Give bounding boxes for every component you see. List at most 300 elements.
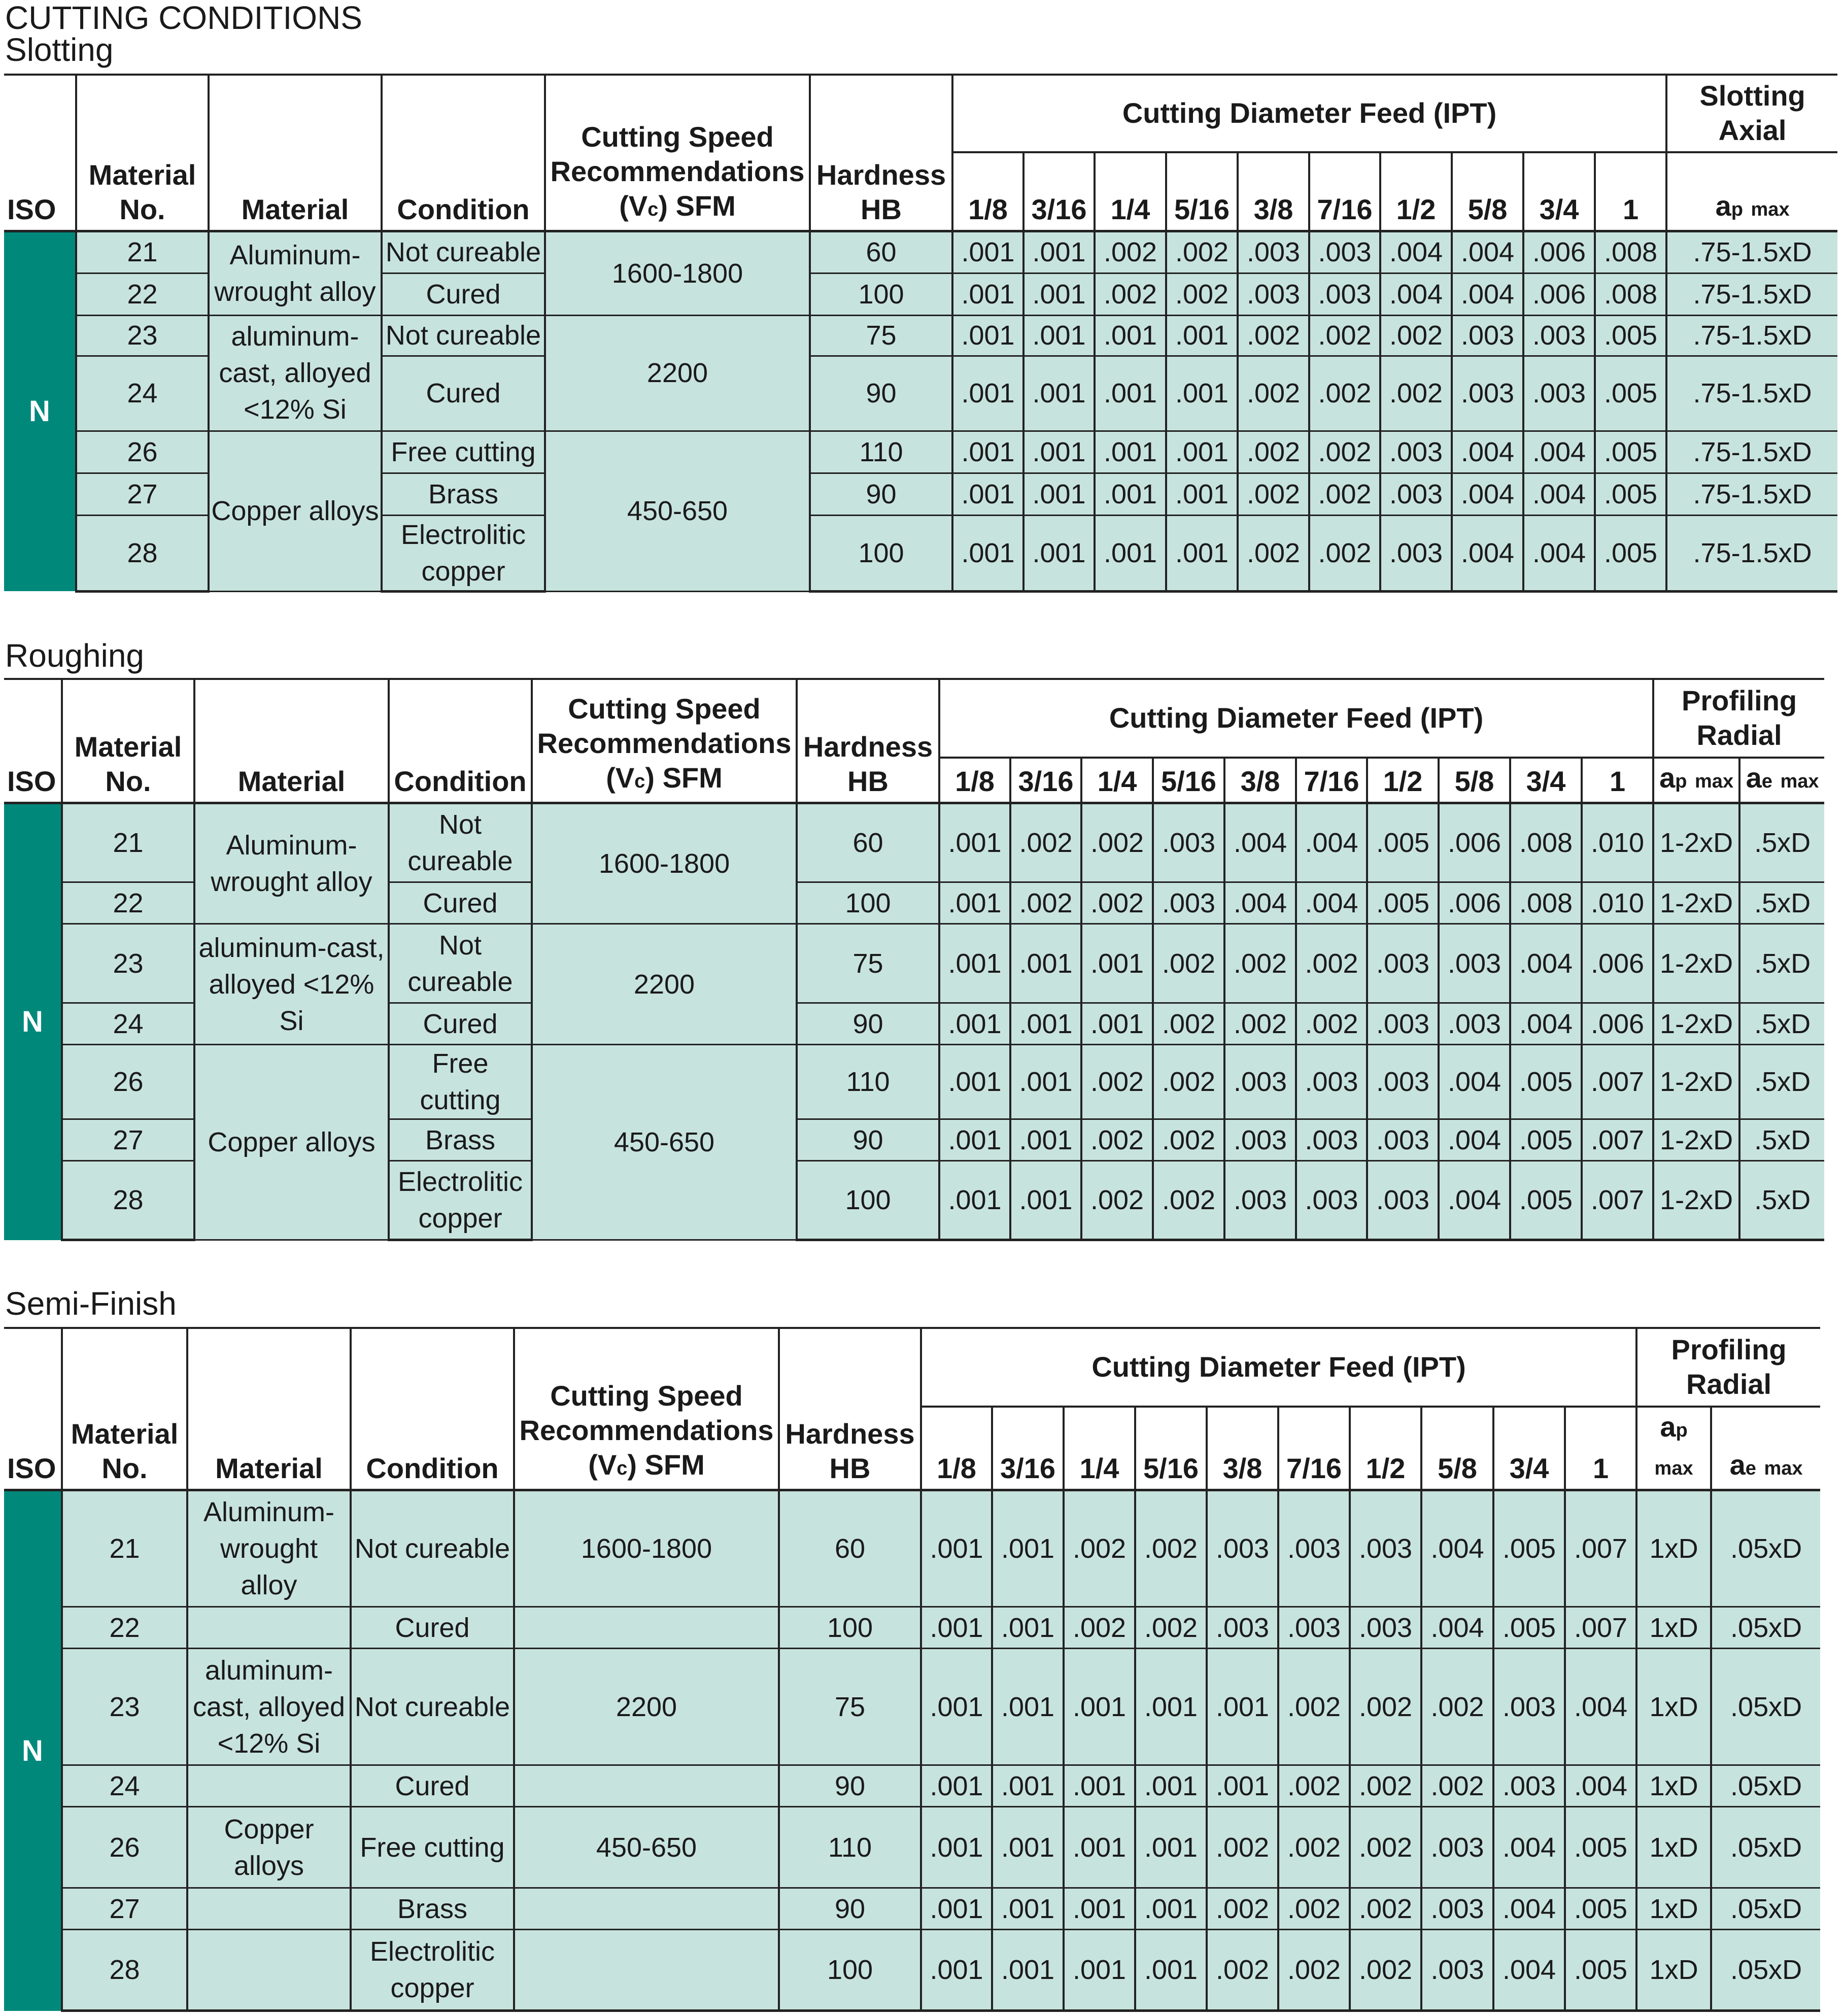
material-cell: aluminum-cast, alloyed <12% Si xyxy=(194,924,389,1045)
feed-cell: .005 xyxy=(1565,1930,1636,2011)
ap-max-cell: 1-2xD xyxy=(1653,1119,1739,1161)
hardness-cell: 90 xyxy=(810,356,952,431)
feed-cell: .001 xyxy=(1166,315,1238,356)
feed-cell: .003 xyxy=(1309,273,1380,315)
feed-cell: .002 xyxy=(1350,1649,1421,1765)
ap-max-cell: 1xD xyxy=(1636,1930,1711,2011)
condition-cell: Electrolitic copper xyxy=(389,1161,532,1240)
feed-cell: .002 xyxy=(1421,1765,1493,1807)
header-ae-max-max: max xyxy=(1764,1458,1803,1479)
feed-cell: .003 xyxy=(1224,1161,1296,1240)
header-diameter-3: 1/4 xyxy=(1064,1407,1135,1490)
header-diameter-6: 7/16 xyxy=(1309,152,1380,231)
feed-cell: .001 xyxy=(992,1490,1064,1607)
condition-cell: Not cureable xyxy=(389,803,532,882)
header-ap-max: ap max xyxy=(1636,1407,1711,1490)
ae-max-cell: .5xD xyxy=(1739,1161,1824,1240)
ae-max-cell: .05xD xyxy=(1711,1490,1820,1607)
feed-cell: .002 xyxy=(1081,1119,1153,1161)
feed-cell: .002 xyxy=(1296,1003,1367,1045)
table-row xyxy=(4,431,1837,473)
feed-cell: .005 xyxy=(1493,1607,1565,1649)
header-ap-max: ap max xyxy=(1666,152,1837,231)
feed-cell: .002 xyxy=(1309,315,1380,356)
feed-cell: .002 xyxy=(1135,1490,1207,1607)
table-row xyxy=(4,1930,1820,2011)
hardness-cell: 100 xyxy=(797,882,939,924)
feed-cell: .001 xyxy=(1023,231,1095,273)
material-no-cell: 21 xyxy=(76,231,209,273)
feed-cell: .005 xyxy=(1595,473,1666,515)
feed-cell: .004 xyxy=(1224,882,1296,924)
slotting-table xyxy=(4,74,1837,593)
hardness-cell: 60 xyxy=(797,803,939,882)
cutting-speed-cell: 1600-1800 xyxy=(514,1490,779,1607)
feed-cell: .003 xyxy=(1309,231,1380,273)
feed-cell: .001 xyxy=(1166,431,1238,473)
cutting-speed-cell: 1600-1800 xyxy=(532,803,797,924)
feed-cell: .001 xyxy=(1207,1649,1278,1765)
feed-cell: .002 xyxy=(1081,882,1153,924)
feed-cell: .002 xyxy=(1309,356,1380,431)
feed-cell: .005 xyxy=(1595,315,1666,356)
header-ap-max-sub: p xyxy=(1731,198,1743,220)
header-cutting-speed: Cutting Speed Recommendations (Vc) SFM xyxy=(532,679,797,803)
table-row xyxy=(4,1649,1820,1765)
feed-cell: .004 xyxy=(1452,273,1523,315)
feed-cell: .004 xyxy=(1224,803,1296,882)
header-depth-group: Profiling Radial xyxy=(1636,1328,1820,1407)
iso-group-cell: N xyxy=(4,231,76,591)
material-no-cell: 26 xyxy=(76,431,209,473)
feed-cell: .005 xyxy=(1367,882,1439,924)
condition-cell: Free cutting xyxy=(389,1045,532,1119)
feed-cell: .001 xyxy=(1023,515,1095,591)
feed-cell: .005 xyxy=(1565,1888,1636,1930)
condition-cell: Cured xyxy=(351,1765,514,1807)
feed-cell: .001 xyxy=(939,1045,1010,1119)
ap-max-cell: 1-2xD xyxy=(1653,1045,1739,1119)
ae-max-cell: .5xD xyxy=(1739,1119,1824,1161)
feed-cell: .003 xyxy=(1523,356,1595,431)
feed-cell: .001 xyxy=(1095,356,1166,431)
header-diameter-5: 3/8 xyxy=(1224,758,1296,803)
ae-max-cell: .5xD xyxy=(1739,1003,1824,1045)
feed-cell: .007 xyxy=(1582,1119,1653,1161)
material-no-cell: 21 xyxy=(62,803,194,882)
feed-cell: .005 xyxy=(1595,515,1666,591)
feed-cell: .001 xyxy=(952,231,1023,273)
material-no-cell: 23 xyxy=(62,924,194,1003)
ap-max-cell: .75-1.5xD xyxy=(1666,315,1837,356)
header-ae-max: ae max xyxy=(1711,1407,1820,1490)
header-diameter-3: 1/4 xyxy=(1095,152,1166,231)
ae-max-cell: .5xD xyxy=(1739,924,1824,1003)
material-cell: Copper alloys xyxy=(187,1807,351,1888)
feed-cell: .003 xyxy=(1439,924,1510,1003)
header-diameter-3: 1/4 xyxy=(1081,758,1153,803)
header-diameter-4: 5/16 xyxy=(1166,152,1238,231)
feed-cell: .006 xyxy=(1523,231,1595,273)
feed-cell: .002 xyxy=(1309,515,1380,591)
feed-cell: .001 xyxy=(1010,924,1081,1003)
feed-cell: .001 xyxy=(1023,315,1095,356)
feed-cell: .003 xyxy=(1439,1003,1510,1045)
feed-cell: .002 xyxy=(1095,273,1166,315)
header-cutting-speed: Cutting Speed Recommendations (Vc) SFM xyxy=(545,75,810,231)
header-diameter-7: 1/2 xyxy=(1350,1407,1421,1490)
material-cell xyxy=(187,1888,351,1930)
header-diameter-10: 1 xyxy=(1582,758,1653,803)
feed-cell: .003 xyxy=(1207,1607,1278,1649)
condition-cell: Free cutting xyxy=(382,431,545,473)
material-no-cell: 27 xyxy=(76,473,209,515)
ap-max-cell: 1xD xyxy=(1636,1490,1711,1607)
feed-cell: .005 xyxy=(1510,1161,1582,1240)
cutting-speed-cell xyxy=(514,1607,779,1649)
material-cell: aluminum-cast, alloyed <12% Si xyxy=(187,1649,351,1765)
feed-cell: .001 xyxy=(952,356,1023,431)
feed-cell: .001 xyxy=(921,1765,992,1807)
feed-cell: .001 xyxy=(1095,315,1166,356)
feed-cell: .002 xyxy=(1207,1807,1278,1888)
table-row xyxy=(4,231,1837,273)
feed-cell: .004 xyxy=(1452,473,1523,515)
feed-cell: .003 xyxy=(1367,1161,1439,1240)
material-no-cell: 27 xyxy=(62,1888,187,1930)
header-material: Material xyxy=(194,679,389,803)
material-no-cell: 26 xyxy=(62,1807,187,1888)
cutting-speed-cell: 2200 xyxy=(532,924,797,1045)
feed-cell: .002 xyxy=(1278,1888,1350,1930)
feed-cell: .002 xyxy=(1278,1649,1350,1765)
feed-cell: .002 xyxy=(1081,1045,1153,1119)
feed-cell: .002 xyxy=(1238,473,1309,515)
ap-max-cell: 1-2xD xyxy=(1653,1003,1739,1045)
feed-cell: .002 xyxy=(1010,803,1081,882)
feed-cell: .001 xyxy=(1064,1649,1135,1765)
feed-cell: .005 xyxy=(1510,1119,1582,1161)
hardness-cell: 75 xyxy=(797,924,939,1003)
header-material-no: Material No. xyxy=(62,679,194,803)
feed-cell: .001 xyxy=(1135,1888,1207,1930)
table-row xyxy=(4,803,1824,882)
cutting-speed-cell: 2200 xyxy=(545,315,810,431)
hardness-cell: 100 xyxy=(779,1607,921,1649)
section-title-slotting: Slotting xyxy=(5,31,114,68)
material-no-cell: 22 xyxy=(76,273,209,315)
feed-cell: .003 xyxy=(1380,515,1452,591)
feed-cell: .003 xyxy=(1421,1930,1493,2011)
table-row xyxy=(4,924,1824,1003)
feed-cell: .001 xyxy=(939,1003,1010,1045)
speed-header-sub: c xyxy=(617,1458,628,1479)
feed-cell: .003 xyxy=(1296,1119,1367,1161)
header-diameter-8: 5/8 xyxy=(1452,152,1523,231)
feed-cell: .002 xyxy=(1064,1490,1135,1607)
feed-cell: .002 xyxy=(1224,924,1296,1003)
feed-cell: .002 xyxy=(1207,1888,1278,1930)
feed-cell: .002 xyxy=(1380,356,1452,431)
condition-cell: Cured xyxy=(382,356,545,431)
feed-cell: .001 xyxy=(992,1649,1064,1765)
condition-cell: Electrolitic copper xyxy=(382,515,545,591)
header-depth-group: Slotting Axial xyxy=(1666,75,1837,152)
feed-cell: .002 xyxy=(1081,803,1153,882)
condition-cell: Not cureable xyxy=(351,1649,514,1765)
ap-max-cell: 1xD xyxy=(1636,1765,1711,1807)
feed-cell: .002 xyxy=(1278,1930,1350,2011)
header-diameter-2: 3/16 xyxy=(1023,152,1095,231)
condition-cell: Cured xyxy=(389,1003,532,1045)
header-cutting-speed: Cutting Speed Recommendations (Vc) SFM xyxy=(514,1328,779,1490)
feed-cell: .001 xyxy=(992,1888,1064,1930)
feed-cell: .001 xyxy=(1064,1888,1135,1930)
material-cell xyxy=(187,1765,351,1807)
header-condition: Condition xyxy=(389,679,532,803)
ap-max-cell: 1xD xyxy=(1636,1807,1711,1888)
feed-cell: .004 xyxy=(1510,1003,1582,1045)
hardness-cell: 90 xyxy=(779,1888,921,1930)
feed-cell: .003 xyxy=(1367,1003,1439,1045)
condition-cell: Brass xyxy=(351,1888,514,1930)
feed-cell: .001 xyxy=(1064,1807,1135,1888)
feed-cell: .010 xyxy=(1582,882,1653,924)
feed-cell: .001 xyxy=(1023,431,1095,473)
feed-cell: .002 xyxy=(1135,1607,1207,1649)
condition-cell: Not cureable xyxy=(351,1490,514,1607)
feed-cell: .001 xyxy=(939,924,1010,1003)
feed-cell: .003 xyxy=(1421,1888,1493,1930)
ap-max-cell: 1-2xD xyxy=(1653,882,1739,924)
header-iso: ISO xyxy=(4,679,62,803)
ap-max-cell: .75-1.5xD xyxy=(1666,515,1837,591)
material-no-cell: 28 xyxy=(76,515,209,591)
feed-cell: .008 xyxy=(1510,882,1582,924)
feed-cell: .002 xyxy=(1238,356,1309,431)
feed-cell: .002 xyxy=(1224,1003,1296,1045)
ae-max-cell: .05xD xyxy=(1711,1807,1820,1888)
feed-cell: .004 xyxy=(1296,803,1367,882)
table-row xyxy=(4,1807,1820,1888)
feed-cell: .004 xyxy=(1523,473,1595,515)
feed-cell: .003 xyxy=(1153,803,1224,882)
header-diameter-1: 1/8 xyxy=(939,758,1010,803)
feed-cell: .001 xyxy=(952,273,1023,315)
feed-cell: .003 xyxy=(1207,1490,1278,1607)
feed-cell: .003 xyxy=(1224,1119,1296,1161)
header-diameter-7: 1/2 xyxy=(1367,758,1439,803)
feed-cell: .001 xyxy=(939,1119,1010,1161)
feed-cell: .001 xyxy=(1081,1003,1153,1045)
header-material: Material xyxy=(209,75,382,231)
ae-max-cell: .5xD xyxy=(1739,882,1824,924)
iso-group-cell: N xyxy=(4,1490,62,2011)
table-row xyxy=(4,1765,1820,1807)
ap-max-cell: 1-2xD xyxy=(1653,803,1739,882)
material-no-cell: 26 xyxy=(62,1045,194,1119)
feed-cell: .007 xyxy=(1582,1045,1653,1119)
feed-cell: .005 xyxy=(1595,431,1666,473)
feed-cell: .001 xyxy=(1135,1765,1207,1807)
ap-max-cell: 1-2xD xyxy=(1653,924,1739,1003)
feed-cell: .004 xyxy=(1510,924,1582,1003)
feed-cell: .006 xyxy=(1439,882,1510,924)
material-cell: Aluminum-wrought alloy xyxy=(187,1490,351,1607)
page-title: CUTTING CONDITIONS xyxy=(5,0,362,36)
material-no-cell: 22 xyxy=(62,1607,187,1649)
ap-max-cell: .75-1.5xD xyxy=(1666,431,1837,473)
cutting-speed-cell: 450-650 xyxy=(514,1807,779,1888)
feed-cell: .002 xyxy=(1153,1003,1224,1045)
feed-cell: .002 xyxy=(1166,273,1238,315)
header-diameter-5: 3/8 xyxy=(1238,152,1309,231)
hardness-cell: 110 xyxy=(797,1045,939,1119)
feed-cell: .004 xyxy=(1565,1649,1636,1765)
feed-cell: .006 xyxy=(1582,924,1653,1003)
ap-max-cell: .75-1.5xD xyxy=(1666,356,1837,431)
feed-cell: .003 xyxy=(1296,1161,1367,1240)
header-diameter-6: 7/16 xyxy=(1296,758,1367,803)
ae-max-cell: .5xD xyxy=(1739,1045,1824,1119)
header-ap-max-max: max xyxy=(1751,198,1790,220)
condition-cell: Cured xyxy=(389,882,532,924)
feed-cell: .003 xyxy=(1278,1607,1350,1649)
feed-cell: .002 xyxy=(1238,515,1309,591)
feed-cell: .002 xyxy=(1081,1161,1153,1240)
feed-cell: .002 xyxy=(1309,473,1380,515)
header-ap-max-sub: p xyxy=(1676,1420,1688,1441)
header-ae-max-sub: e xyxy=(1761,771,1772,792)
feed-cell: .005 xyxy=(1367,803,1439,882)
condition-cell: Brass xyxy=(382,473,545,515)
material-no-cell: 28 xyxy=(62,1930,187,2011)
feed-cell: .003 xyxy=(1367,1045,1439,1119)
feed-cell: .001 xyxy=(921,1888,992,1930)
header-diameter-10: 1 xyxy=(1565,1407,1636,1490)
material-cell: Aluminum-wrought alloy xyxy=(209,231,382,315)
feed-cell: .001 xyxy=(992,1807,1064,1888)
ae-max-cell: .05xD xyxy=(1711,1930,1820,2011)
condition-cell: Electrolitic copper xyxy=(351,1930,514,2011)
feed-cell: .004 xyxy=(1452,431,1523,473)
material-no-cell: 28 xyxy=(62,1161,194,1240)
feed-cell: .002 xyxy=(1153,1119,1224,1161)
header-ap-max-max: max xyxy=(1654,1458,1693,1479)
material-cell: Copper alloys xyxy=(194,1045,389,1240)
feed-cell: .001 xyxy=(939,803,1010,882)
feed-cell: .001 xyxy=(921,1607,992,1649)
feed-cell: .001 xyxy=(1064,1765,1135,1807)
feed-cell: .002 xyxy=(1309,431,1380,473)
ap-max-cell: .75-1.5xD xyxy=(1666,273,1837,315)
feed-cell: .002 xyxy=(1278,1765,1350,1807)
header-hardness: Hardness HB xyxy=(797,679,939,803)
material-cell: Copper alloys xyxy=(209,431,382,591)
header-material-no: Material No. xyxy=(76,75,209,231)
ap-max-cell: 1-2xD xyxy=(1653,1161,1739,1240)
feed-cell: .001 xyxy=(1081,924,1153,1003)
feed-cell: .004 xyxy=(1421,1607,1493,1649)
feed-cell: .003 xyxy=(1523,315,1595,356)
feed-cell: .003 xyxy=(1224,1045,1296,1119)
feed-cell: .001 xyxy=(1135,1807,1207,1888)
feed-cell: .001 xyxy=(1064,1930,1135,2011)
feed-cell: .001 xyxy=(1010,1161,1081,1240)
header-diameter-8: 5/8 xyxy=(1439,758,1510,803)
section-title-roughing: Roughing xyxy=(5,637,144,674)
feed-cell: .004 xyxy=(1296,882,1367,924)
hardness-cell: 100 xyxy=(797,1161,939,1240)
feed-cell: .003 xyxy=(1493,1765,1565,1807)
hardness-cell: 100 xyxy=(810,273,952,315)
feed-cell: .002 xyxy=(1238,431,1309,473)
header-diameter-9: 3/4 xyxy=(1523,152,1595,231)
table-row xyxy=(4,1490,1820,1607)
cutting-speed-cell: 1600-1800 xyxy=(545,231,810,315)
feed-cell: .002 xyxy=(1350,1888,1421,1930)
cutting-speed-cell xyxy=(514,1888,779,1930)
table-row xyxy=(4,1888,1820,1930)
hardness-cell: 90 xyxy=(779,1765,921,1807)
hardness-cell: 60 xyxy=(810,231,952,273)
feed-cell: .001 xyxy=(992,1607,1064,1649)
condition-cell: Not cureable xyxy=(382,231,545,273)
feed-cell: .001 xyxy=(1135,1649,1207,1765)
feed-cell: .001 xyxy=(952,431,1023,473)
header-iso: ISO xyxy=(4,1328,62,1490)
feed-cell: .001 xyxy=(1023,473,1095,515)
header-feed-group: Cutting Diameter Feed (IPT) xyxy=(921,1328,1636,1407)
feed-cell: .005 xyxy=(1493,1490,1565,1607)
feed-cell: .002 xyxy=(1350,1930,1421,2011)
feed-cell: .001 xyxy=(1023,273,1095,315)
header-hardness: Hardness HB xyxy=(810,75,952,231)
feed-cell: .001 xyxy=(921,1930,992,2011)
ap-max-cell: 1xD xyxy=(1636,1649,1711,1765)
feed-cell: .005 xyxy=(1565,1807,1636,1888)
hardness-cell: 60 xyxy=(779,1490,921,1607)
header-ap-max: ap max xyxy=(1653,758,1739,803)
feed-cell: .001 xyxy=(921,1490,992,1607)
feed-cell: .010 xyxy=(1582,803,1653,882)
condition-cell: Cured xyxy=(382,273,545,315)
header-diameter-7: 1/2 xyxy=(1380,152,1452,231)
hardness-cell: 75 xyxy=(810,315,952,356)
feed-cell: .001 xyxy=(952,473,1023,515)
header-material-no: Material No. xyxy=(62,1328,187,1490)
header-ae-max-max: max xyxy=(1780,771,1819,792)
roughing-table xyxy=(4,678,1824,1241)
hardness-cell: 90 xyxy=(797,1119,939,1161)
condition-cell: Not cureable xyxy=(389,924,532,1003)
feed-cell: .005 xyxy=(1595,356,1666,431)
cutting-speed-cell xyxy=(514,1765,779,1807)
feed-cell: .003 xyxy=(1493,1649,1565,1765)
feed-cell: .008 xyxy=(1510,803,1582,882)
feed-cell: .003 xyxy=(1380,431,1452,473)
ae-max-cell: .5xD xyxy=(1739,803,1824,882)
condition-cell: Free cutting xyxy=(351,1807,514,1888)
header-diameter-2: 3/16 xyxy=(992,1407,1064,1490)
feed-cell: .002 xyxy=(1207,1930,1278,2011)
feed-cell: .004 xyxy=(1421,1490,1493,1607)
material-cell xyxy=(187,1930,351,2011)
header-condition: Condition xyxy=(382,75,545,231)
header-feed-group: Cutting Diameter Feed (IPT) xyxy=(939,679,1653,758)
feed-cell: .004 xyxy=(1523,431,1595,473)
hardness-cell: 100 xyxy=(810,515,952,591)
